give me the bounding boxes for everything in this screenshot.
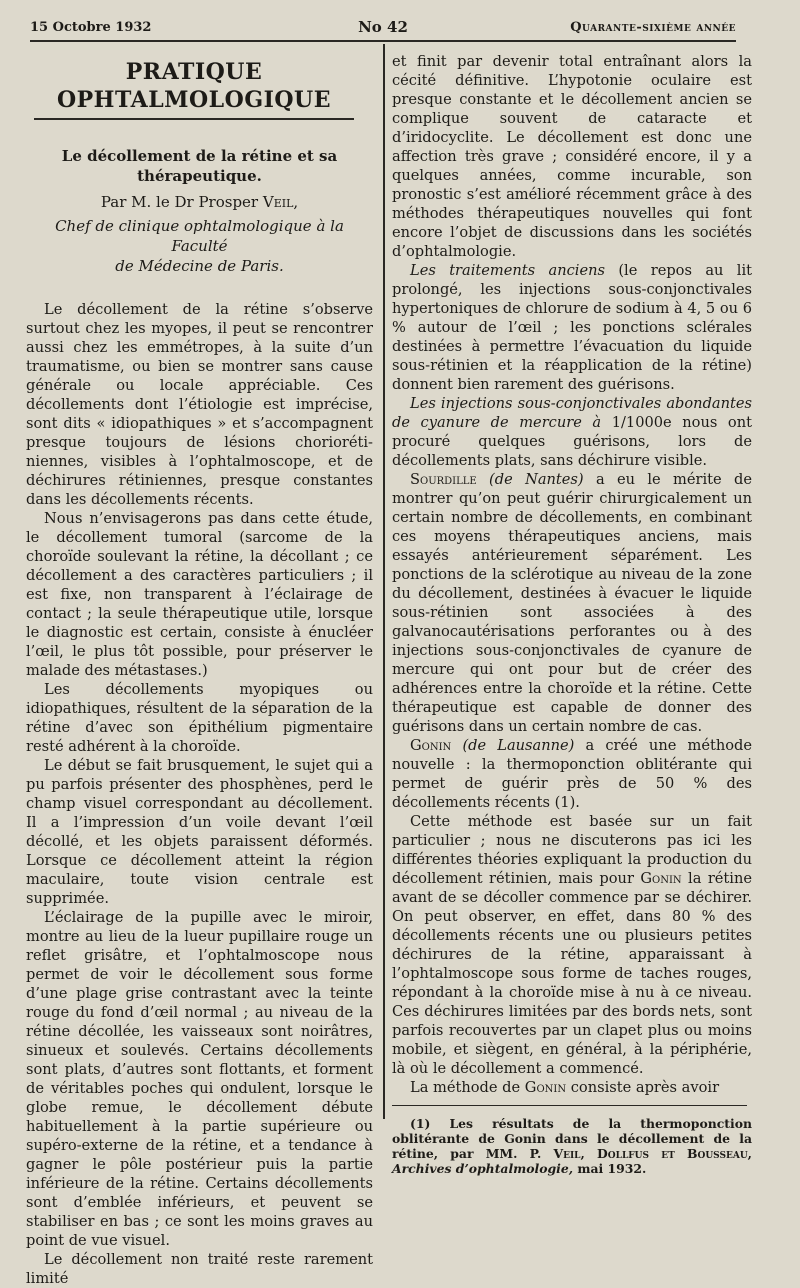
- page-header: [30, 14, 736, 42]
- header-issue-number: No 42: [358, 18, 408, 36]
- affiliation-line-1: Chef de clinique ophtalmologique à la Faculté: [55, 217, 344, 255]
- body-paragraph: Le décollement de la rétine s’observe surtout chez les myopes, il peut se rencontrer aussi chez les emmétropes, à la suite d’un traumatisme, ou bien se montrer sans cause générale ou locale appréciable. Ces décollements dont l’étiologie est imprécise, sont dits « idiopathiques » et s’accompagnent presque toujours de lésions chorioréti-niennes, visibles à l’ophtalmoscope, et de déchirures rétiniennes, presque constantes dans les décollements récents.: [26, 301, 373, 508]
- body-paragraph: Sourdille (de Nantes) a eu le mérite de montrer qu’on peut guérir chirurgicalement un certain nombre de décollements, en combinant ces moyens thérapeutiques anciens, mais essayés antérieurement séparément. Les ponctions de la sclérotique au niveau de la zone du décollement, destinées à évacuer le liquide sous-rétinien sont associées à des galvanocautérisations perforantes ou à des injections sous-conjonctivales de cyanure de mercure qui ont pour but de créer des adhérences entre la choroïde et la rétine. Cette thérapeutique est capable de donner des guérisons dans un certain nombre de cas.: [392, 471, 752, 735]
- body-paragraph: et finit par devenir total entraînant alors la cécité définitive. L’hypotonie oculaire est presque constante et le décollement ancien se complique souvent de cataracte et d’iridocyclite. Le décollement est donc une affection très grave ; considéré encore, il y a quelques années, comme incurable, son pronostic s’est amélioré récemment grâce à des méthodes thérapeutiques nouvelles qui font encore l’objet de discussions dans les sociétés d’ophtalmologie.: [392, 53, 752, 260]
- column-divider: [383, 44, 385, 1119]
- section-title: PRATIQUE OPHTALMOLOGIQUE: [34, 58, 354, 120]
- body-paragraph: Les traitements anciens (le repos au lit prolongé, les injections sous-conjonctivales hypertoniques de chlorure de sodium à 4, 5 ou 6 % autour de l’œil ; les ponctions sclérales destinées à permettre l’évacuation du liquide sous-rétinien et la réapplication de la rétine) donnent bien rarement des guérisons.: [392, 262, 752, 393]
- body-paragraph: Les injections sous-conjonctivales abondantes de cyanure de mercure à 1/1000e nous ont procuré quelques guérisons, lors de décollements plats, sans déchirure visible.: [392, 395, 752, 469]
- affiliation-line-2: de Médecine de Paris.: [115, 257, 284, 275]
- italic-phrase: Les traitements anciens: [410, 262, 605, 279]
- footnote: (1) Les résultats de la thermoponction oblitérante de Gonin dans le décollement de la rétine, par MM. P. Veil, Dollfus et Bousseau, Archives d’ophtalmologie, mai 1932.: [392, 1116, 752, 1176]
- person-name: Gonin: [410, 737, 452, 754]
- header-date: 15 Octobre 1932: [30, 19, 152, 35]
- body-paragraph: Les décollements myopiques ou idiopathiques, résultent de la séparation de la rétine d’avec son épithélium pigmentaire resté adhérent à la choroïde.: [26, 681, 373, 755]
- person-name: Sourdille: [410, 471, 477, 488]
- body-paragraph: Le décollement non traité reste rarement limité: [26, 1251, 373, 1287]
- article-title: Le décollement de la rétine et sa thérapeutique.: [61, 147, 338, 185]
- body-paragraph: L’éclairage de la pupille avec le miroir, montre au lieu de la lueur pupillaire rouge un reflet grisâtre, et l’ophtalmoscope nous permet de voir le décollement sous forme d’une plage grise contrastant avec la teinte rouge du fond d’œil normal ; au niveau de la rétine décollée, les vaisseaux sont noirâtres, sinueux et soulevés. Certains décollements sont plats, d’autres sont flottants, et forment de véritables poches qui ondulent, lorsque le globe remue, le décollement débute habituellement à la partie supérieure ou supéro-externe de la rétine, et a tendance à gagner le pôle postérieur puis la partie inférieure de la rétine. Certains décollements sont d’emblée inférieurs, et peuvent se stabiliser en bas ; ce sont les moins graves au point de vue visuel.: [26, 909, 373, 1249]
- body-paragraph: Nous n’envisagerons pas dans cette étude, le décollement tumoral (sarcome de la choroïde soulevant la rétine, la décollant ; ce décollement a des caractères particuliers ; il est fixe, non transparent à l’éclairage de contact ; la seule thérapeutique utile, lorsque le diagnostic est certain, consiste à énucléer l’œil, le plus tôt possible, pour préserver le malade des métastases.): [26, 510, 373, 679]
- author-name: Veil,: [262, 193, 299, 211]
- left-column: [26, 52, 373, 1288]
- body-paragraph: Gonin (de Lausanne) a créé une méthode nouvelle : la thermoponction oblitérante qui permet de guérir près de 50 % des décollements récents (1).: [392, 737, 752, 811]
- footnote-rule: [392, 1105, 747, 1106]
- italic-phrase: Les injections sous-conjonctivales abondantes de cyanure de mercure à: [392, 395, 752, 431]
- person-name: Gonin: [640, 870, 682, 887]
- author-affiliation: [26, 216, 373, 276]
- author-prefix: Par M. le Dr Prosper: [100, 193, 263, 211]
- article-author: [26, 192, 373, 212]
- body-paragraph: La méthode de Gonin consiste après avoir: [410, 1079, 720, 1096]
- body-paragraph: Le début se fait brusquement, le sujet qui a pu parfois présenter des phosphènes, perd le champ visuel correspondant au décollement. Il a l’impression d’un voile devant l’œil décollé, et les objets paraissent déformés. Lorsque ce décollement atteint la région maculaire, toute vision centrale est supprimée.: [26, 757, 373, 907]
- header-year: Quarante-sixième année: [570, 19, 736, 35]
- body-paragraph: Cette méthode est basée sur un fait particulier ; nous ne discuterons pas ici les différentes théories expliquant la production du décollement rétinien, mais pour Gonin la rétine avant de se décoller commence par se déchirer. On peut observer, en effet, dans 80 % des décollements récents une ou plusieurs petites déchirures de la rétine, apparaissant à l’ophtalmoscope sous forme de taches rouges, répondant à la choroïde mise à nu à ce niveau. Ces déchirures limitées par des bords nets, sont parfois recouvertes par un clapet plus ou moins mobile, et siègent, en général, à la périphérie, là où le décollement a commencé.: [392, 813, 753, 1077]
- right-column: [392, 52, 752, 1176]
- person-name: Gonin: [524, 1079, 567, 1096]
